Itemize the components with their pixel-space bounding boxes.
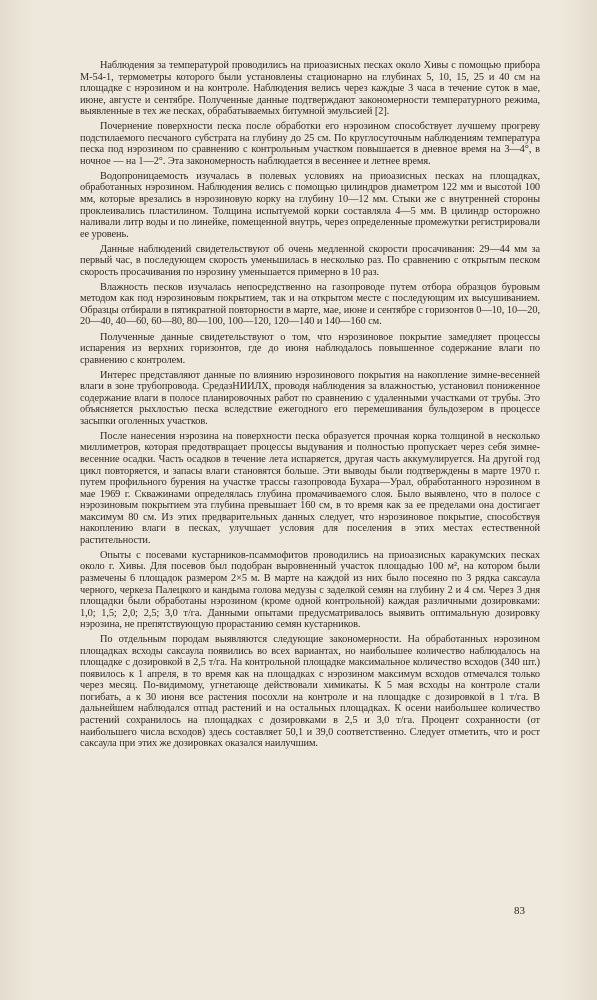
paragraph-permeability: Водопроницаемость изучалась в полевых условиях на приоазисных песках на площадках, обработанных нэрозином. Наблюдения велись с помощью цилиндров диаметром 122 мм и высотой 100 мм, которые врезались в нэрозиновую корку на глубину 10—12 мм. Стыки же с внутренней стороны проклеивались пластилином. Толщина испытуемой корки составляла 4—5 мм. В цилиндр осторожно наливали литр воды и по линейке, помещенной внутрь, через определенные промежутки регистрировали ее уровень. — [80, 170, 540, 240]
paragraph-moisture: Влажность песков изучалась непосредственно на газопроводе путем отбора образцов буровым методом как под нэрозиновым покрытием, так и на открытом месте с последующим их высушиванием. Образцы отбирали в пятикратной повторности в марте, мае, июне и сентябре с горизонтов 0—10, 10—20, 20—40, 40—60, 60—80, 80—100, 100—120, 120—140 и 140—160 см. — [80, 281, 540, 328]
page-number: 83 — [514, 905, 525, 917]
paragraph-crust: После нанесения нэрозина на поверхности песка образуется прочная корка толщиной в несколько миллиметров, которая предотвращает процессы выдувания и полностью пропускает через себя зимне-весенние осадки. Часть осадков в течение лета испаряется, другая часть аккумулируется. На другой год цикл повторяется, и запасы влаги становятся больше. Эти выводы были подтверждены в марте 1970 г. путем профильного бурения на участке трассы газопровода Бухара—Урал, обработанного нэрозином в мае 1969 г. Скважинами определялась глубина промачиваемого слоя. Было выявлено, что в полосе с нэрозиновым покрытием эта глубина превышает 160 см, в то время как за ее пределами она достигает максимум 80 см. Из этих предварительных данных следует, что нэрозиновое покрытие, способствуя накоплению влаги в песках, улучшает условия для поселения в этих местах естественной растительности. — [80, 430, 540, 546]
paragraph-results: По отдельным породам выявляются следующие закономерности. На обработанных нэрозином площадках всходы саксаула появились во всех вариантах, но наибольшее количество наблюдалось на площадке с дозировкой в 2,5 т/га. На контрольной площадке максимальное количество всходов (340 шт.) появилось к 1 апреля, в то время как на площадках с нэрозином максимум всходов отмечался только через месяц. По-видимому, угнетающе действовали химикаты. К 5 мая всходы на контроле стали погибать, а к 30 июня все растения посохли на контроле и на площадке с дозировкой в 1 т/га. В дальнейшем наблюдался отпад растений и на остальных площадках. К осени наибольшее количество растений сохранилось на площадках с дозировками в 2,5 и 3,0 т/га. Процент сохранности (от наибольшего числа всходов) здесь составляет 50,1 и 39,0 соответственно. Следует отметить, что и рост саксаула при этих же дозировках оказался наилучшим. — [80, 634, 540, 750]
paragraph-blackening: Почернение поверхности песка после обработки его нэрозином способствует лучшему прогреву подстилаемого песчаного субстрата на глубину до 25 см. По круглосуточным наблюдениям температура песка под нэрозином по сравнению с контрольным участком повышается в дневное время на 3—4°, в ночное — на 1—2°. Эта закономерность наблюдается в весеннее и летнее время. — [80, 121, 540, 167]
paragraph-seepage: Данные наблюдений свидетельствуют об очень медленной скорости просачивания: 29—44 мм за первый час, в последующем скорость уменьшилась в несколько раз. По сравнению с открытым песком скорость просачивания по нэрозину уменьшается примерно в 10 раз. — [80, 243, 540, 278]
paragraph-temperature: Наблюдения за температурой проводились на приоазисных песках около Хивы с помощью прибора М-54-1, термометры которого были установлены стационарно на глубинах 5, 10, 15, 25 и 40 см на площадке с нэрозином и на контроле. Наблюдения велись через каждые 3 часа в течение суток в мае, июне, августе и сентябре. Полученные данные подтверждают закономерности температурного режима, выявленные в тех же песках, обрабатываемых битумной эмульсией [2]. — [80, 60, 540, 118]
paragraph-winter-moisture: Интерес представляют данные по влиянию нэрозинового покрытия на накопление зимне-весенней влаги в зоне трубопровода. СредазНИИЛХ, проводя наблюдения за влажностью, установил пониженное содержание влаги в полосе планировочных работ по сравнению с удаленными участками от трубы. Это объясняется рыхлостью песка вследствие ежегодного его перемешивания бульдозером в процессе засыпки оголенных участков. — [80, 369, 540, 427]
paragraph-evaporation: Полученные данные свидетельствуют о том, что нэрозиновое покрытие замедляет процессы испарения из верхних горизонтов, где до июня наблюдалось повышенное содержание влаги по сравнению с контролем. — [80, 331, 540, 366]
paragraph-sowing-experiments: Опыты с посевами кустарников-псаммофитов проводились на приоазисных каракумских песках около г. Хивы. Для посевов был подобран выровненный участок площадью 100 м², на котором были размечены 6 площадок размером 2×5 м. В марте на каждой из них было посеяно по 3 рядка саксаула черного, черкеза Палецкого и кандыма голова медузы с заделкой семян на глубину 2 и 4 см. Через 3 дня площадки были обработаны нэрозином (кроме одной контрольной) каждая различными дозировками: 1,0; 1,5; 2,0; 2,5; 3,0 т/га. Данными опытами предусматривалось выявить оптимальную дозировку нэрозина, не препятствующую прорастанию семян кустарников. — [80, 549, 540, 631]
body-text — [80, 60, 540, 753]
